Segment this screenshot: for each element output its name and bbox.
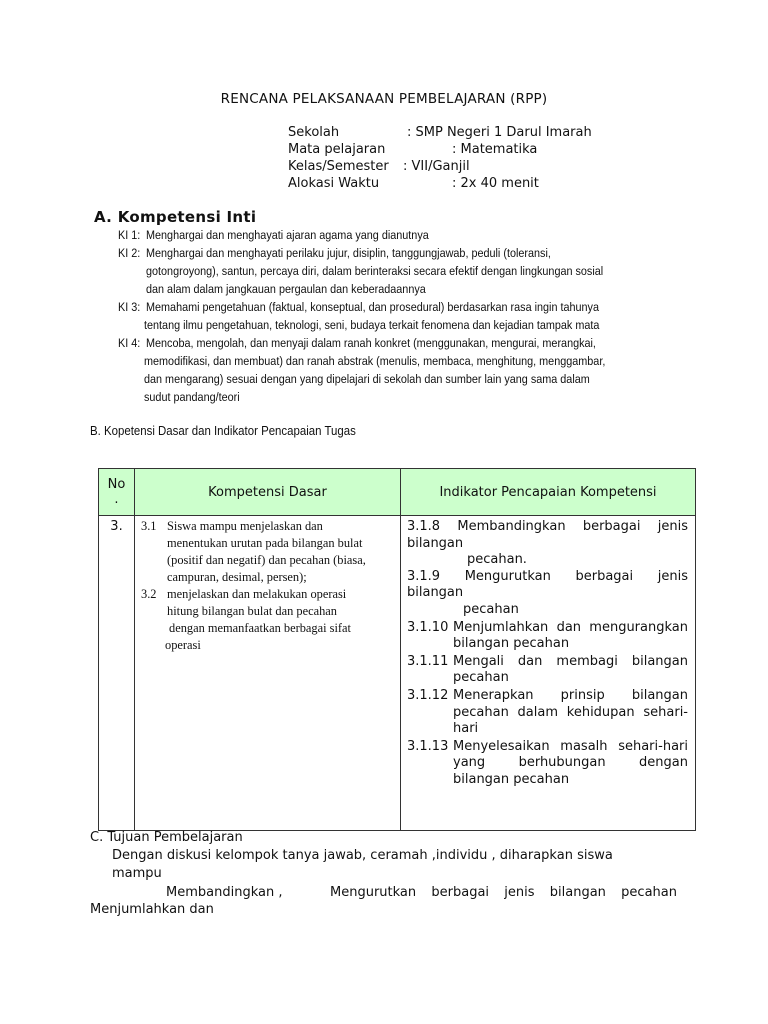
indicator-text: Mengali dan membagi bilangan pecahan (453, 653, 688, 686)
ki4-line: Mencoba, mengolah, dan menyaji dalam ranah konkret (menggunakan, mengurai, merangkai, (146, 336, 596, 350)
kd-num: 3.2 (141, 587, 157, 601)
indicator-num: 3.1.8 (407, 519, 441, 534)
ki2-line: dan alam dalam jangkauan pergaulan dan keberadaannya (146, 282, 426, 296)
table-header-no (99, 469, 135, 516)
ki4-line: memodifikasi, dan membuat) dan ranah abstrak (menulis, membaca, menghitung, menggambar, (144, 354, 606, 368)
ki1-line: Menghargai dan menghayati ajaran agama yang dianutnya (146, 228, 429, 242)
meta-value-kelas: : VII/Ganjil (403, 159, 470, 174)
indicator-text: pecahan. (467, 552, 527, 568)
ki3-label: KI 3: (118, 300, 141, 314)
header-no-line: . (114, 492, 119, 507)
kd-line: menentukan urutan pada bilangan bulat (167, 536, 363, 550)
tujuan-line: Membandingkan , (166, 885, 283, 900)
document-title: RENCANA PELAKSANAAN PEMBELAJARAN (RPP) (220, 91, 548, 107)
row-number: 3. (99, 516, 135, 831)
indicator-num: 3.1.9 (407, 568, 441, 584)
table-header-kd: Kompetensi Dasar (135, 469, 401, 516)
indicator-text: Mengurutkan berbagai jenis (464, 568, 688, 584)
kd-line: hitung bilangan bulat dan pecahan (167, 604, 337, 618)
ki1-label: KI 1: (118, 228, 141, 242)
ki4-line: dan mengarang) sesuai dengan yang dipelajari di sekolah dan sumber lain yang sama dalam (144, 372, 590, 386)
indicator-num: 3.1.12 (407, 687, 449, 703)
kd-num: 3.1 (141, 519, 157, 533)
meta-label-sekolah: Sekolah (288, 125, 340, 140)
ki2-label: KI 2: (118, 246, 141, 260)
ki3-line: Memahami pengetahuan (faktual, konseptual, dan prosedural) berdasarkan rasa ingin tahunya (146, 300, 599, 314)
section-a-heading: A. Kompetensi Inti (94, 208, 257, 226)
meta-value-alokasi: : 2x 40 menit (452, 176, 539, 191)
ki3-line: tentang ilmu pengetahuan, teknologi, seni, budaya terkait fenomena dan kejadian tampak mata (144, 318, 600, 332)
meta-label-alokasi: Alokasi Waktu (288, 176, 380, 191)
indicator-item (407, 519, 688, 536)
table-header-indikator: Indikator Pencapaian Kompetensi (401, 469, 696, 516)
meta-label-mapel: Mata pelajaran (288, 142, 386, 157)
header-no-line: No (107, 477, 126, 492)
kd-line: operasi (165, 638, 201, 652)
kd-line: (positif dan negatif) dan pecahan (biasa, (167, 553, 366, 567)
kompetensi-table (98, 468, 696, 831)
meta-value-sekolah: : SMP Negeri 1 Darul Imarah (407, 125, 592, 140)
indicator-num: 3.1.11 (407, 653, 449, 669)
indicator-text: Menerapkan prinsip bilangan pecahan dalam kehidupan sehari-hari (453, 687, 688, 737)
indicator-text: Membandingkan berbagai jenis (457, 519, 688, 534)
meta-value-mapel: : Matematika (452, 142, 538, 157)
ki4-label: KI 4: (118, 336, 141, 350)
indicator-item (407, 569, 688, 586)
indicator-item (407, 739, 688, 789)
indicator-num: 3.1.10 (407, 619, 449, 635)
ki4-line: sudut pandang/teori (144, 390, 240, 404)
indicator-item (407, 688, 688, 738)
kd-line: Siswa mampu menjelaskan dan (167, 519, 323, 533)
indicator-text: Menjumlahkan dan mengurangkan bilangan pecahan (453, 619, 688, 652)
indicator-num: 3.1.13 (407, 738, 449, 754)
kd-line: campuran, desimal, persen); (167, 570, 307, 584)
tujuan-line: mampu (112, 866, 162, 881)
tujuan-line: Mengurutkan berbagai jenis bilangan pecahan (330, 885, 677, 900)
meta-label-kelas: Kelas/Semester (288, 159, 389, 174)
indicator-item (407, 654, 688, 687)
indikator-cell (401, 516, 696, 831)
tujuan-line: Menjumlahkan dan (90, 902, 214, 917)
section-b-heading: B. Kopetensi Dasar dan Indikator Pencapaian Tugas (90, 423, 356, 438)
tujuan-line: Dengan diskusi kelompok tanya jawab, ceramah ,individu , diharapkan siswa (112, 848, 613, 863)
kd-cell (135, 516, 401, 831)
ki2-line: gotongroyong), santun, percaya diri, dalam berinteraksi secara efektif dengan lingkungan sosial (146, 264, 604, 278)
indicator-text: bilangan (407, 535, 464, 551)
indicator-item (407, 620, 688, 653)
kd-line: dengan memanfaatkan berbagai sifat (169, 621, 351, 635)
indicator-text: bilangan (407, 585, 464, 601)
section-c-heading: C. Tujuan Pembelajaran (90, 830, 243, 845)
indicator-text: pecahan (463, 601, 519, 617)
indicator-text: Menyelesaikan masalh sehari-hari yang berhubungan dengan bilangan pecahan (453, 738, 688, 787)
kd-line: menjelaskan dan melakukan operasi (167, 587, 347, 601)
ki2-line: Menghargai dan menghayati perilaku jujur, disiplin, tanggungjawab, peduli (toleransi, (146, 246, 551, 260)
